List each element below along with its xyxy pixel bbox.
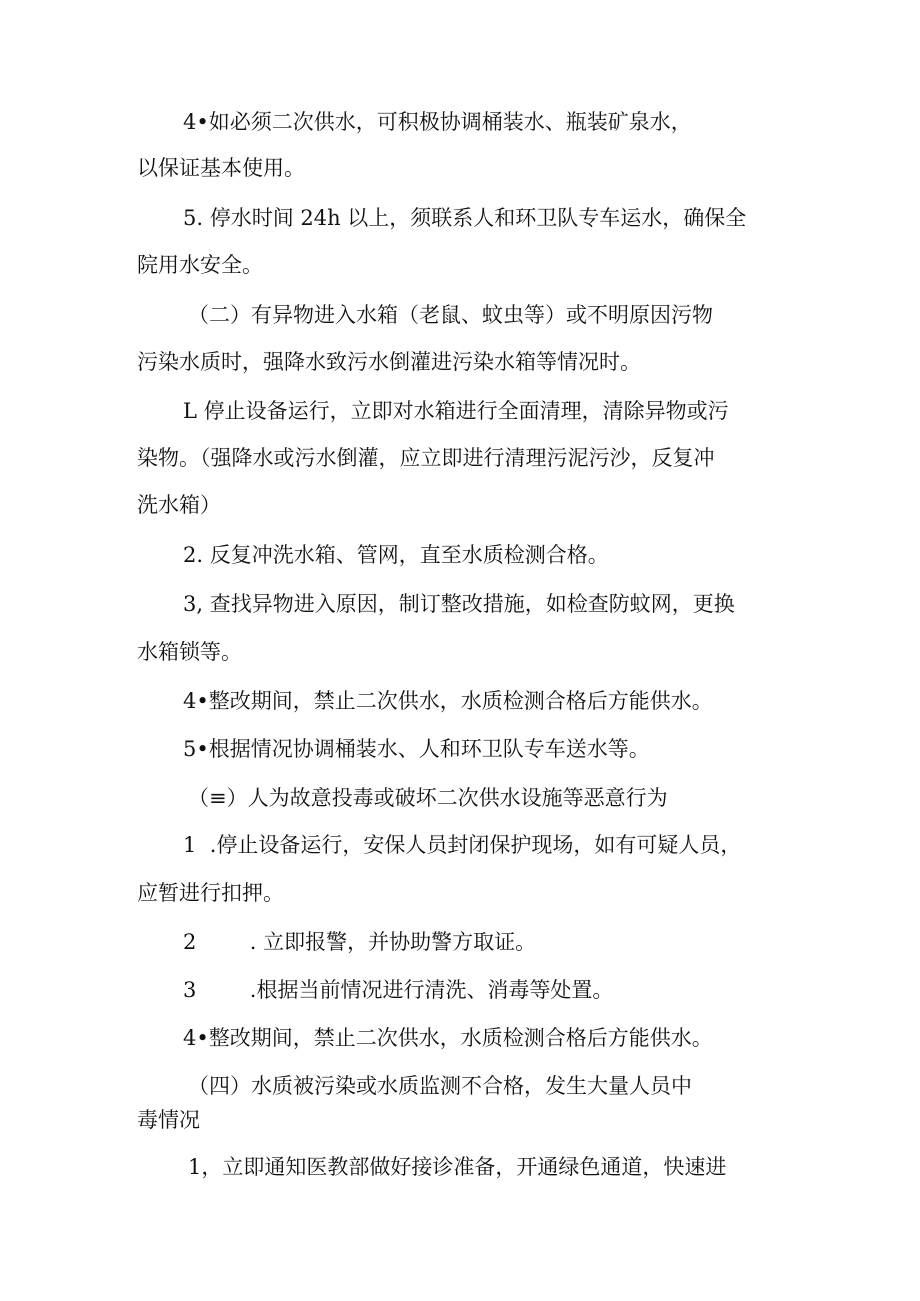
paragraph-line: 洗水箱）: [137, 493, 221, 517]
section-heading: 污染水质时，强降水致污水倒灌进污染水箱等情况时。: [137, 350, 641, 374]
paragraph-line: 1 .停止设备运行，安保人员封闭保护现场，如有可疑人员，: [183, 833, 742, 857]
section-heading: （≡）人为故意投毒或破坏二次供水设施等恶意行为: [188, 786, 668, 810]
paragraph-line: 水箱锁等。: [137, 640, 242, 664]
paragraph-line: 4•如必须二次供水，可积极协调桶装水、瓶装矿泉水，: [183, 110, 692, 134]
paragraph-line: 以保证基本使用。: [137, 156, 305, 180]
paragraph-line: 3, 查找异物进入原因，制订整改措施，如检查防蚊网，更换: [183, 592, 735, 616]
section-heading: （二）有异物进入水箱（老鼠、蚊虫等）或不明原因污物: [188, 303, 713, 327]
paragraph-line: 4•整改期间，禁止二次供水，水质检测合格后方能供水。: [183, 1026, 713, 1050]
paragraph-line: 1，立即通知医教部做好接诊准备，开通绿色通道，快速进: [188, 1155, 727, 1179]
paragraph-line: 4•整改期间，禁止二次供水，水质检测合格后方能供水。: [183, 689, 713, 713]
paragraph-line: 3 .根据当前情况进行清洗、消毒等处置。: [183, 978, 614, 1002]
paragraph-line: 5. 停水时间 24h 以上，须联系人和环卫队专车运水，确保全: [183, 206, 747, 230]
paragraph-line: L 停止设备运行，立即对水箱进行全面清理，清除异物或污: [183, 399, 729, 423]
paragraph-line: 5•根据情况协调桶装水、人和环卫队专车送水等。: [183, 737, 650, 761]
paragraph-line: 院用水安全。: [137, 253, 263, 277]
paragraph-line: 2. 反复冲洗水箱、管网，直至水质检测合格。: [183, 543, 609, 567]
paragraph-line: 应暂进行扣押。: [137, 881, 284, 905]
section-heading: 毒情况: [137, 1108, 200, 1132]
paragraph-line: 2 . 立即报警，并协助警方取证。: [183, 930, 537, 954]
section-heading: （四）水质被污染或水质监测不合格，发生大量人员中: [188, 1074, 692, 1098]
paragraph-line: 染物。（强降水或污水倒灌，应立即进行清理污泥污沙，反复冲: [137, 446, 715, 470]
